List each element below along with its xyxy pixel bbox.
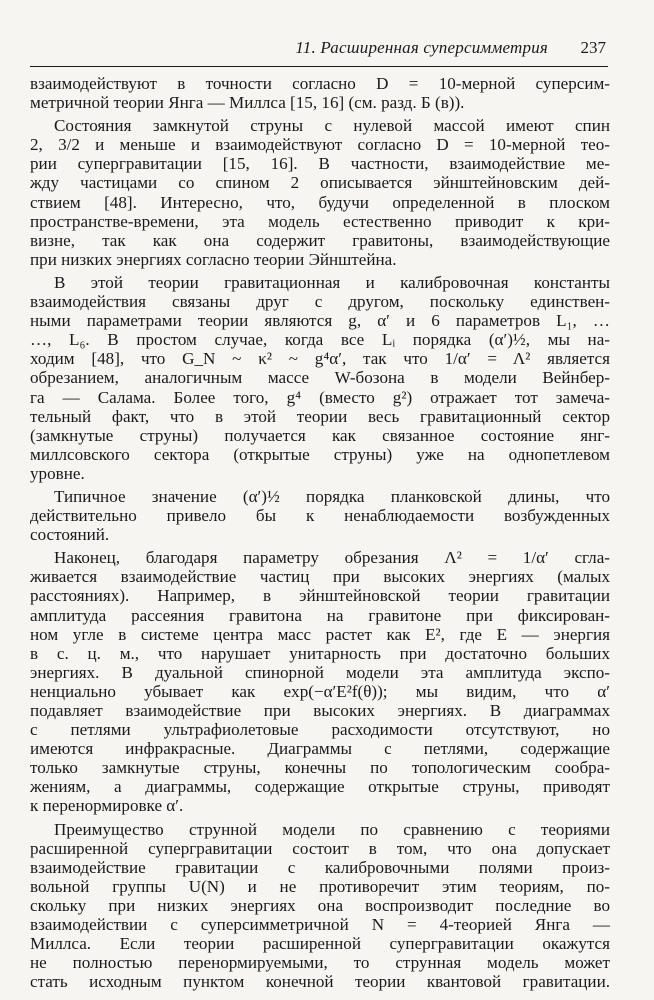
paragraph <box>30 74 610 112</box>
text-line: имеются инфракрасные. Диаграммы с петлями, содержащие <box>30 739 610 759</box>
text-line: скольку при низких энергиях она воспроизводит последние во <box>30 895 610 915</box>
chapter-title: 11. Расширенная суперсимметрия <box>295 38 548 57</box>
text-line: взаимодействие гравитации с калибровочными полями произ- <box>30 857 610 877</box>
text-line: в с. ц. м., что нарушает унитарность при достаточно больших <box>30 643 610 663</box>
text-line: ными параметрами теории являются g, α′ и 6 параметров L₁, … <box>30 311 610 331</box>
text-body <box>30 74 610 991</box>
text-line: с петлями ультрафиолетовые расходимости отсутствуют, но <box>30 720 610 740</box>
text-line: ствием [48]. Интересно, что, будучи определенной в плоском <box>30 192 610 212</box>
text-line: визне, так как она содержит гравитоны, взаимодействующие <box>30 230 610 250</box>
text-line: ненциально убывает как exp(−α′E²f(θ)); мы видим, что α′ <box>30 681 610 701</box>
text-line: миллсовского сектора (открытые струны) уже на однопетлевом <box>30 444 610 464</box>
text-line: метричной теории Янга — Миллса [15, 16] (см. разд. Б (в)). <box>30 93 465 113</box>
text-line: амплитуда рассеяния гравитона на гравитоне при фиксирован- <box>30 605 610 625</box>
text-line: обрезанием, аналогичным массе W-бозона в модели Вейнбер- <box>30 368 610 388</box>
page-number: 237 <box>580 38 606 57</box>
text-line: тельный факт, что в этой теории весь гравитационный сектор <box>30 406 610 426</box>
text-line: …, L₆. В простом случае, когда все Lᵢ порядка (α′)½, мы на- <box>30 330 610 350</box>
text-line: расстояниях). Например, в эйнштейновской теории гравитации <box>30 586 610 606</box>
paragraph <box>30 116 610 269</box>
text-line: взаимодействии с суперсимметричной N = 4-теорией Янга — <box>30 915 610 935</box>
text-line: жениям, а диаграммы, содержащие открытые струны, приводят <box>30 777 610 797</box>
text-line: действительно привело бы к ненаблюдаемости возбужденных <box>30 506 610 526</box>
paragraph <box>30 548 610 815</box>
text-line: Типичное значение (α′)½ порядка планковской длины, что <box>54 486 610 506</box>
text-line: расширенной супергравитации состоит в том, что она допускает <box>30 838 610 858</box>
text-line: жду частицами со спином 2 описывается эйнштейновским дей- <box>30 173 610 193</box>
paragraph <box>30 820 610 992</box>
header-rule <box>30 66 608 67</box>
text-line: живается взаимодействие частиц при высоких энергиях (малых <box>30 567 610 587</box>
text-line: взаимодействия связаны друг с другом, поскольку единствен- <box>30 292 610 312</box>
text-line: только замкнутые струны, конечны по топологическим сообра- <box>30 758 610 778</box>
text-line: вольной группы U(N) и не противоречит этим теориям, по- <box>30 876 610 896</box>
text-line: ном угле в системе центра масс растет как E², где E — энергия <box>30 624 610 644</box>
text-line: уровне. <box>30 463 85 483</box>
text-line: подавляет взаимодействие при высоких энергиях. В диаграммах <box>30 701 610 720</box>
text-line: энергиях. В дуальной спинорной модели эта амплитуда экспо- <box>30 662 610 682</box>
text-line: Наконец, благодаря параметру обрезания Λ² = 1/α′ сгла- <box>54 548 610 568</box>
text-line: Миллса. Если теории расширенной супергравитации окажутся <box>30 934 610 954</box>
text-line: к перенормировке α′. <box>30 796 184 816</box>
running-header <box>0 38 606 62</box>
text-line: пространстве-времени, эта модель естественно приводит к кри- <box>30 211 610 231</box>
paragraph <box>30 273 610 483</box>
text-line: стать исходным пунктом конечной теории квантовой гравитации. <box>30 972 610 992</box>
text-line: В этой теории гравитационная и калибровочная константы <box>54 272 610 292</box>
text-line: при низких энергиях согласно теории Эйнштейна. <box>30 249 397 269</box>
text-line: взаимодействуют в точности согласно D = 10-мерной суперсим- <box>30 74 610 93</box>
paragraph <box>30 487 610 544</box>
text-line: ходим [48], что G_N ~ κ² ~ g⁴α′, так что 1/α′ = Λ² является <box>30 349 610 369</box>
text-line: 2, 3/2 и меньше и взаимодействуют согласно D = 10-мерной тео- <box>30 135 610 155</box>
text-line: Преимущество струнной модели по сравнению с теориями <box>54 819 610 839</box>
text-line: га — Салама. Более того, g⁴ (вместо g²) отражает тот замеча- <box>30 387 610 407</box>
text-line: рии супергравитации [15, 16]. В частности, взаимодействие ме- <box>30 154 610 174</box>
text-line: состояний. <box>30 525 110 545</box>
text-line: (замкнутые струны) получается как связанное состояние янг- <box>30 425 610 445</box>
text-line: Состояния замкнутой струны с нулевой массой имеют спин <box>54 116 610 136</box>
text-line: не полностью перенормируемыми, то струнная модель может <box>30 953 610 973</box>
